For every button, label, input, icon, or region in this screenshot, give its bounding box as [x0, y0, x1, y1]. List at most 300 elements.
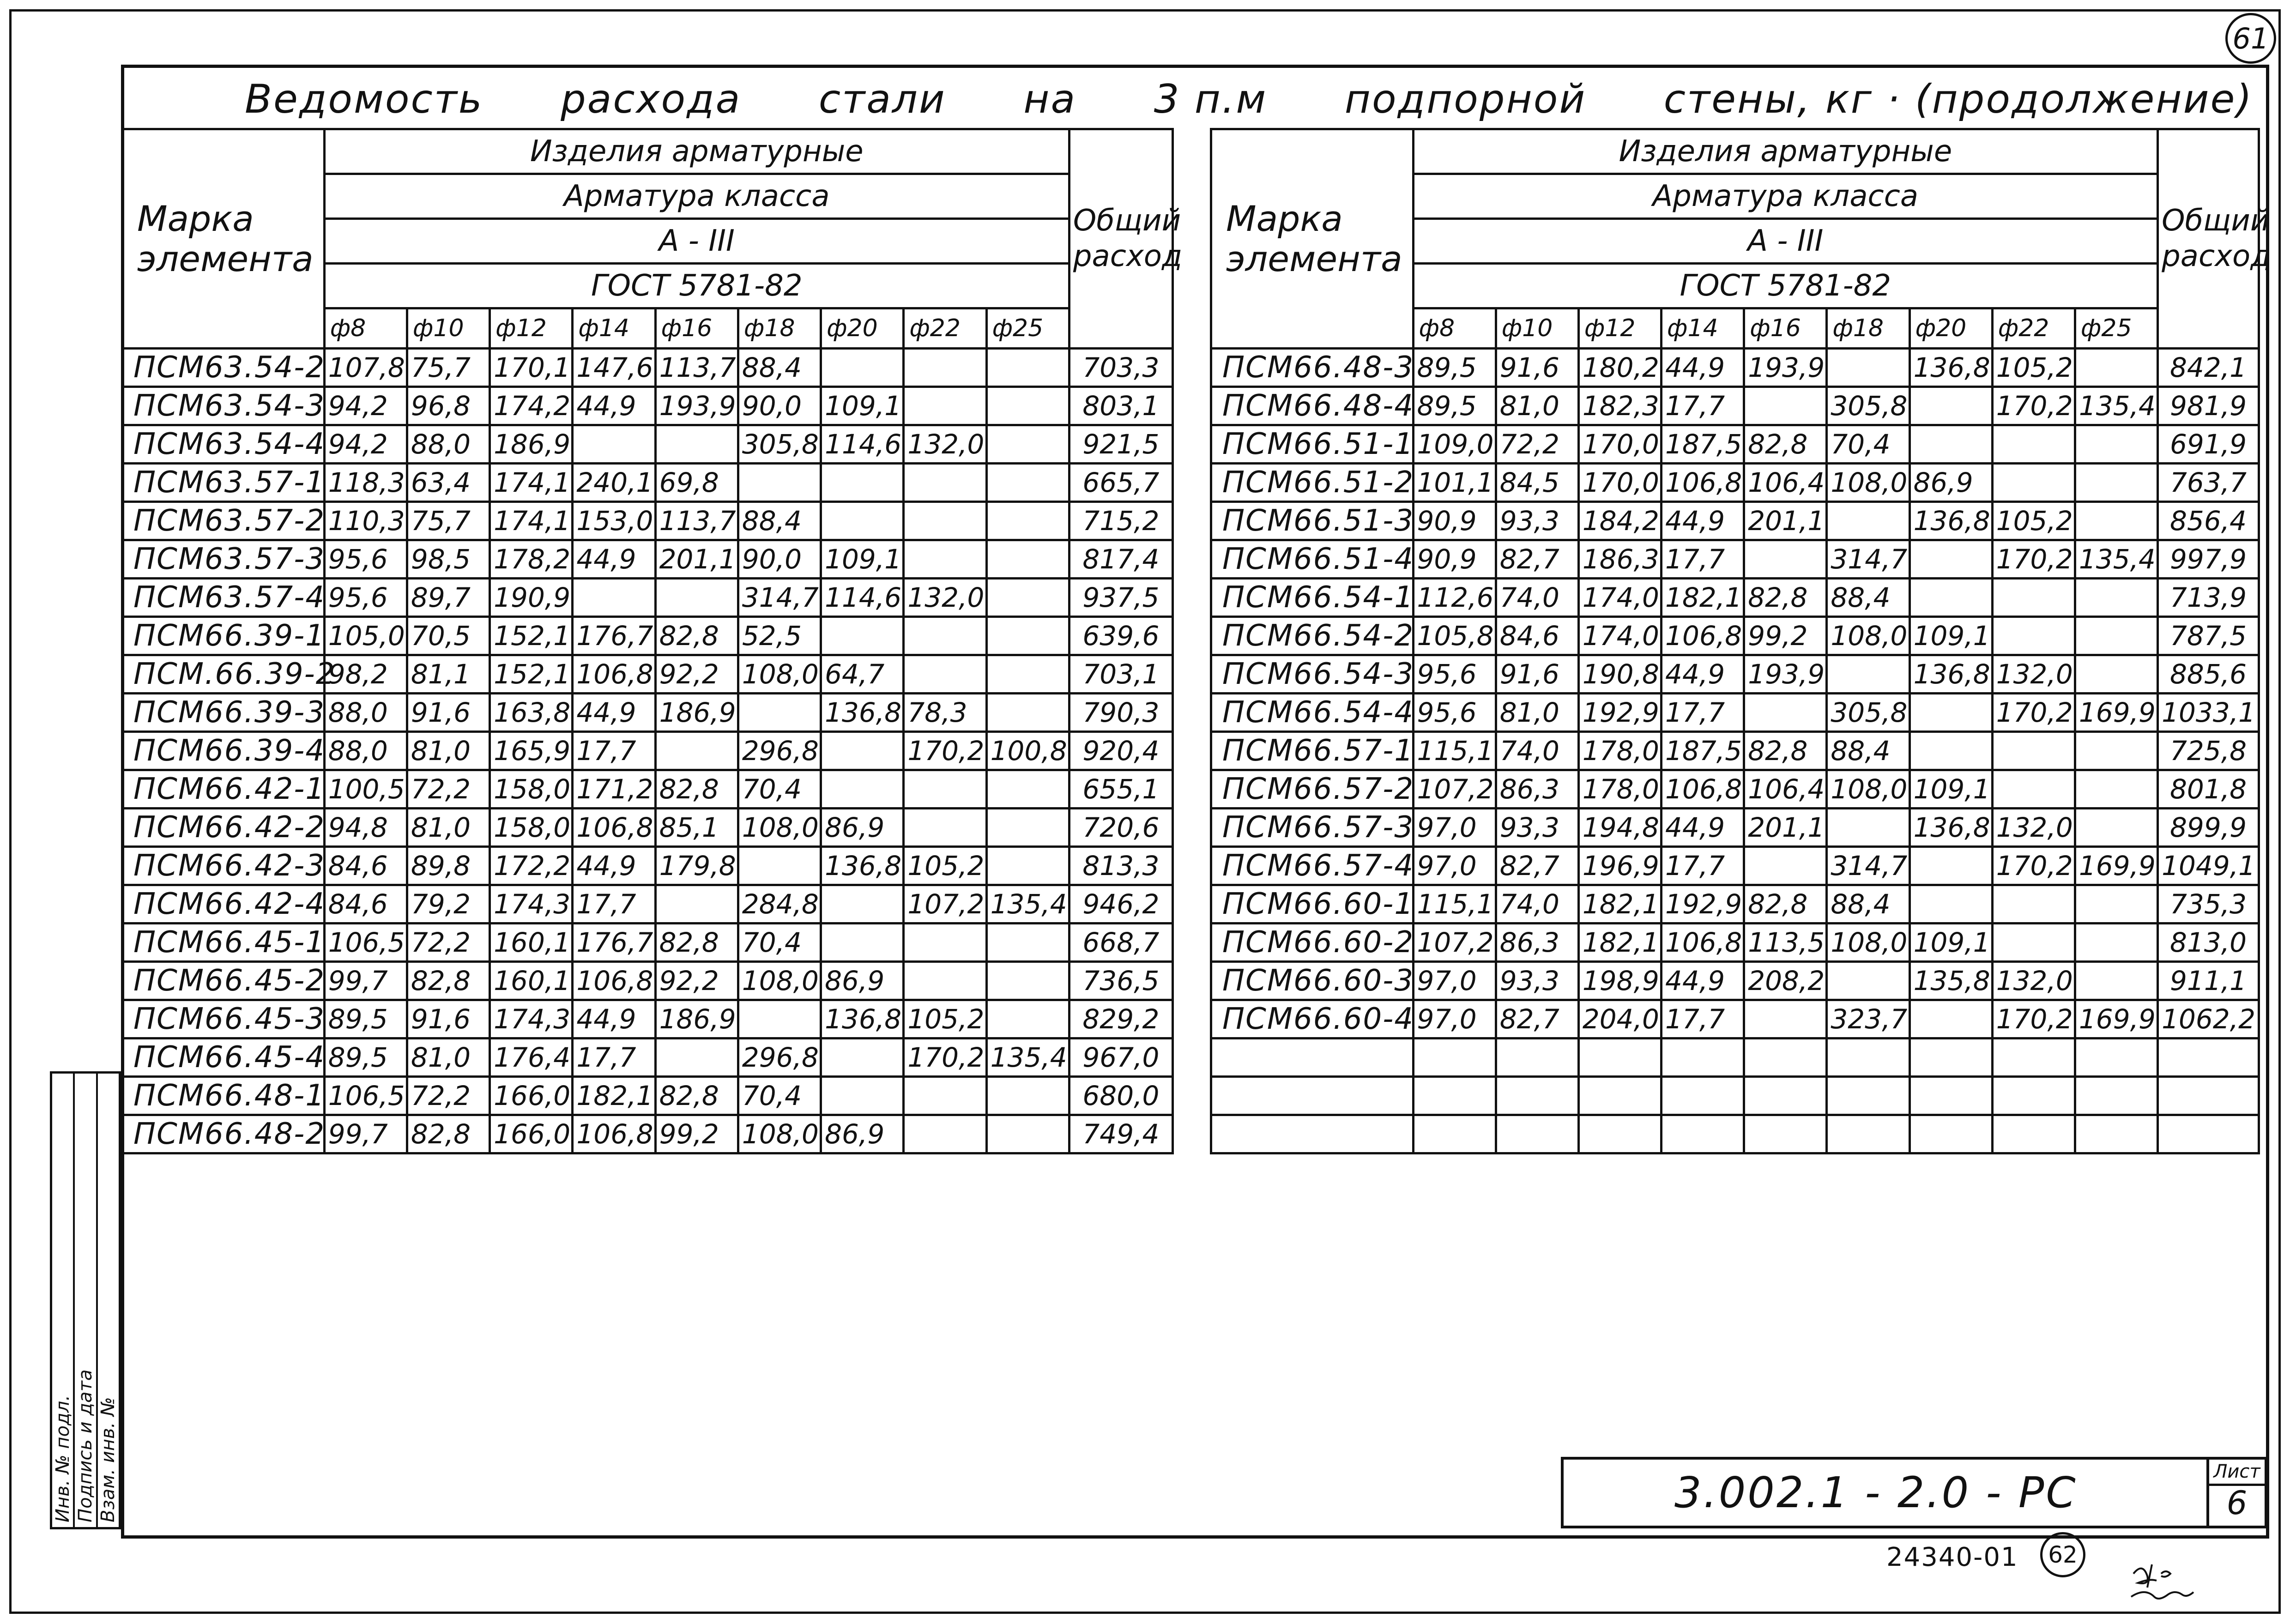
- row-value: 75,7: [407, 502, 489, 540]
- row-total: 725,8: [2158, 732, 2259, 770]
- row-value: [821, 1077, 904, 1115]
- row-total: 801,8: [2158, 770, 2259, 809]
- row-mark: ПСМ63.54-2: [122, 349, 325, 387]
- row-value: 186,9: [655, 694, 738, 732]
- row-value: 17,7: [1662, 1000, 1744, 1038]
- row-value: [1744, 847, 1827, 885]
- row-value: [1992, 579, 2075, 617]
- row-value: 88,4: [738, 502, 821, 540]
- row-mark: ПСМ66.57-3: [1211, 809, 1414, 847]
- row-value: [821, 732, 904, 770]
- row-total: 736,5: [1069, 962, 1172, 1000]
- side-cell-sign: [75, 1074, 97, 1527]
- header-class: А - III: [1413, 219, 2158, 264]
- row-value: 81,0: [407, 732, 489, 770]
- row-mark: ПСМ66.54-2: [1211, 617, 1414, 655]
- row-value: 88,4: [1827, 885, 1909, 924]
- row-value: 136,8: [1909, 655, 1992, 694]
- header-diameter: ф22: [1992, 308, 2075, 349]
- header-diameter: ф18: [738, 308, 821, 349]
- header-diameter: ф25: [986, 308, 1069, 349]
- row-value: 97,0: [1413, 809, 1496, 847]
- row-value: 115,1: [1413, 885, 1496, 924]
- row-value: 93,3: [1496, 962, 1578, 1000]
- row-value: 100,5: [324, 770, 407, 809]
- row-total: 790,3: [1069, 694, 1172, 732]
- row-value: 81,0: [1496, 387, 1578, 425]
- row-value: [904, 540, 986, 579]
- header-total: Общий расход: [1069, 129, 1172, 349]
- row-value: [986, 387, 1069, 425]
- table-row: [122, 924, 1173, 962]
- title-block: [1561, 1457, 2267, 1528]
- table-row: [1211, 847, 2259, 885]
- row-value: 70,4: [738, 770, 821, 809]
- empty-cell: [1578, 1038, 1661, 1077]
- row-value: 72,2: [407, 770, 489, 809]
- row-value: 106,8: [573, 655, 655, 694]
- row-value: 190,9: [490, 579, 573, 617]
- row-value: 113,5: [1744, 924, 1827, 962]
- row-value: 82,8: [1744, 732, 1827, 770]
- row-value: 91,6: [407, 694, 489, 732]
- table-row: [1211, 655, 2259, 694]
- row-value: [738, 847, 821, 885]
- row-total: 817,4: [1069, 540, 1172, 579]
- row-value: 179,8: [655, 847, 738, 885]
- empty-cell: [1992, 1038, 2075, 1077]
- row-value: [986, 770, 1069, 809]
- empty-cell: [1827, 1115, 1909, 1153]
- row-value: 17,7: [573, 732, 655, 770]
- row-total: 680,0: [1069, 1077, 1172, 1115]
- row-total: 665,7: [1069, 464, 1172, 502]
- row-value: 112,6: [1413, 579, 1496, 617]
- row-value: 170,2: [1992, 694, 2075, 732]
- table-row: [122, 387, 1173, 425]
- row-value: 90,0: [738, 387, 821, 425]
- row-value: 166,0: [490, 1077, 573, 1115]
- row-value: 178,0: [1578, 732, 1661, 770]
- row-value: 88,4: [1827, 732, 1909, 770]
- row-value: 158,0: [490, 770, 573, 809]
- row-value: 17,7: [1662, 540, 1744, 579]
- row-value: 70,4: [738, 1077, 821, 1115]
- row-value: 89,5: [324, 1000, 407, 1038]
- row-value: 170,2: [1992, 847, 2075, 885]
- table-row: [122, 809, 1173, 847]
- row-value: [904, 924, 986, 962]
- table-row: [122, 655, 1173, 694]
- row-value: 95,6: [1413, 655, 1496, 694]
- empty-cell: [2158, 1077, 2259, 1115]
- header-gost: ГОСТ 5781-82: [1413, 264, 2158, 308]
- row-value: 296,8: [738, 1038, 821, 1077]
- row-mark: ПСМ66.39-3: [122, 694, 325, 732]
- row-value: 86,9: [821, 962, 904, 1000]
- table-row: [1211, 1000, 2259, 1038]
- row-total: 813,0: [2158, 924, 2259, 962]
- row-value: 147,6: [573, 349, 655, 387]
- row-value: 108,0: [738, 962, 821, 1000]
- row-value: 118,3: [324, 464, 407, 502]
- row-value: 132,0: [1992, 655, 2075, 694]
- row-value: 89,5: [1413, 349, 1496, 387]
- table-row: [122, 1000, 1173, 1038]
- row-value: 187,5: [1662, 425, 1744, 464]
- row-total: 639,6: [1069, 617, 1172, 655]
- row-value: [904, 464, 986, 502]
- empty-cell: [1827, 1038, 1909, 1077]
- empty-cell: [1992, 1077, 2075, 1115]
- row-value: 70,4: [1827, 425, 1909, 464]
- header-diameter: ф18: [1827, 308, 1909, 349]
- row-value: [1909, 579, 1992, 617]
- row-value: 99,7: [324, 1115, 407, 1153]
- row-value: 82,8: [407, 1115, 489, 1153]
- header-diameter: ф22: [904, 308, 986, 349]
- row-value: 108,0: [738, 1115, 821, 1153]
- row-value: 44,9: [573, 1000, 655, 1038]
- row-total: 763,7: [2158, 464, 2259, 502]
- row-value: 101,1: [1413, 464, 1496, 502]
- row-value: [904, 617, 986, 655]
- row-value: [986, 809, 1069, 847]
- row-mark: ПСМ66.42-2: [122, 809, 325, 847]
- table-row: [1211, 617, 2259, 655]
- row-value: [986, 847, 1069, 885]
- row-value: 89,5: [1413, 387, 1496, 425]
- row-value: 89,8: [407, 847, 489, 885]
- row-value: 135,4: [986, 885, 1069, 924]
- row-total: 885,6: [2158, 655, 2259, 694]
- row-value: 44,9: [573, 694, 655, 732]
- row-value: [2075, 617, 2157, 655]
- row-value: 90,0: [738, 540, 821, 579]
- row-value: [573, 579, 655, 617]
- row-value: 182,3: [1578, 387, 1661, 425]
- row-total: 911,1: [2158, 962, 2259, 1000]
- row-value: 17,7: [573, 885, 655, 924]
- row-value: 106,8: [1662, 464, 1744, 502]
- row-value: 187,5: [1662, 732, 1744, 770]
- row-total: 967,0: [1069, 1038, 1172, 1077]
- row-mark: ПСМ66.60-2: [1211, 924, 1414, 962]
- header-gost: ГОСТ 5781-82: [324, 264, 1069, 308]
- row-value: [2075, 579, 2157, 617]
- row-total: 937,5: [1069, 579, 1172, 617]
- row-value: [821, 1038, 904, 1077]
- row-value: 170,0: [1578, 464, 1661, 502]
- row-value: 89,5: [324, 1038, 407, 1077]
- row-value: 44,9: [573, 387, 655, 425]
- row-value: 84,5: [1496, 464, 1578, 502]
- row-mark: ПСМ63.54-3: [122, 387, 325, 425]
- row-value: 115,1: [1413, 732, 1496, 770]
- row-value: [655, 425, 738, 464]
- row-value: 108,0: [738, 809, 821, 847]
- row-value: 186,3: [1578, 540, 1661, 579]
- row-value: [738, 694, 821, 732]
- title-word: на: [1023, 76, 1077, 122]
- row-mark: ПСМ63.57-3: [122, 540, 325, 579]
- row-value: 109,1: [821, 387, 904, 425]
- row-value: 170,2: [904, 1038, 986, 1077]
- row-value: 174,0: [1578, 579, 1661, 617]
- row-mark: ПСМ66.39-1: [122, 617, 325, 655]
- row-value: 74,0: [1496, 732, 1578, 770]
- row-value: 17,7: [1662, 387, 1744, 425]
- row-value: [986, 617, 1069, 655]
- row-value: [2075, 770, 2157, 809]
- row-mark: ПСМ66.51-4: [1211, 540, 1414, 579]
- row-value: 170,2: [1992, 1000, 2075, 1038]
- row-value: [655, 732, 738, 770]
- row-value: [986, 502, 1069, 540]
- row-value: 135,8: [1909, 962, 1992, 1000]
- row-value: 160,1: [490, 924, 573, 962]
- row-value: 169,9: [2075, 847, 2157, 885]
- row-value: 170,2: [1992, 540, 2075, 579]
- row-value: 86,3: [1496, 924, 1578, 962]
- row-value: 106,4: [1744, 464, 1827, 502]
- circled-number: [2040, 1532, 2085, 1577]
- header-diameter: ф8: [1413, 308, 1496, 349]
- row-value: 99,2: [655, 1115, 738, 1153]
- row-value: 74,0: [1496, 885, 1578, 924]
- row-value: 109,0: [1413, 425, 1496, 464]
- table-row: [1211, 809, 2259, 847]
- row-value: 82,8: [655, 770, 738, 809]
- empty-cell: [1744, 1038, 1827, 1077]
- row-value: 84,6: [324, 885, 407, 924]
- row-value: [986, 464, 1069, 502]
- header-mark: Марка элемента: [122, 129, 325, 349]
- row-value: [2075, 809, 2157, 847]
- row-mark: ПСМ66.54-3: [1211, 655, 1414, 694]
- header-diameter: ф12: [490, 308, 573, 349]
- table-row: [1211, 579, 2259, 617]
- header-mark: Марка элемента: [1211, 129, 1414, 349]
- row-value: 94,8: [324, 809, 407, 847]
- row-value: [986, 694, 1069, 732]
- row-value: 100,8: [986, 732, 1069, 770]
- header-diameter: ф25: [2075, 308, 2157, 349]
- row-value: 169,9: [2075, 1000, 2157, 1038]
- row-value: 180,2: [1578, 349, 1661, 387]
- header-total: Общий расход: [2158, 129, 2259, 349]
- row-value: 91,6: [407, 1000, 489, 1038]
- row-value: 70,5: [407, 617, 489, 655]
- table-row: [122, 617, 1173, 655]
- row-value: 136,8: [821, 1000, 904, 1038]
- header-diameter: ф10: [1496, 308, 1578, 349]
- row-value: [904, 502, 986, 540]
- row-value: [1992, 617, 2075, 655]
- row-value: 106,5: [324, 924, 407, 962]
- row-value: 97,0: [1413, 1000, 1496, 1038]
- row-total: 997,9: [2158, 540, 2259, 579]
- row-total: 655,1: [1069, 770, 1172, 809]
- row-value: 132,0: [904, 425, 986, 464]
- row-mark: ПСМ66.42-3: [122, 847, 325, 885]
- row-value: 97,0: [1413, 962, 1496, 1000]
- row-value: 52,5: [738, 617, 821, 655]
- row-value: [1992, 885, 2075, 924]
- sheet-label: Лист: [2209, 1460, 2265, 1486]
- side-cell-replace: [98, 1074, 119, 1527]
- row-value: 106,8: [1662, 617, 1744, 655]
- row-value: 113,7: [655, 349, 738, 387]
- row-total: 703,1: [1069, 655, 1172, 694]
- row-value: 204,0: [1578, 1000, 1661, 1038]
- row-value: 174,3: [490, 1000, 573, 1038]
- row-value: [986, 1115, 1069, 1153]
- row-mark: ПСМ63.57-4: [122, 579, 325, 617]
- table-row: [1211, 502, 2259, 540]
- row-value: 82,8: [655, 924, 738, 962]
- row-total: 691,9: [2158, 425, 2259, 464]
- row-value: 193,9: [655, 387, 738, 425]
- empty-cell: [1909, 1077, 1992, 1115]
- table-row: [122, 962, 1173, 1000]
- header-class: А - III: [324, 219, 1069, 264]
- row-value: 192,9: [1662, 885, 1744, 924]
- row-mark: ПСМ66.39-4: [122, 732, 325, 770]
- row-mark: ПСМ66.57-1: [1211, 732, 1414, 770]
- row-value: 107,2: [1413, 770, 1496, 809]
- row-value: [655, 885, 738, 924]
- row-value: [904, 962, 986, 1000]
- row-total: 920,4: [1069, 732, 1172, 770]
- row-value: [1744, 1000, 1827, 1038]
- row-total: 1049,1: [2158, 847, 2259, 885]
- row-total: 921,5: [1069, 425, 1172, 464]
- row-value: [1909, 694, 1992, 732]
- row-value: 90,9: [1413, 540, 1496, 579]
- table-row: [122, 694, 1173, 732]
- row-value: 106,8: [573, 962, 655, 1000]
- row-mark: ПСМ66.51-3: [1211, 502, 1414, 540]
- empty-cell: [1496, 1115, 1578, 1153]
- sheet-number-top: 61: [2232, 21, 2269, 55]
- header-diameter: ф16: [655, 308, 738, 349]
- row-mark: ПСМ63.57-1: [122, 464, 325, 502]
- row-mark: ПСМ66.42-1: [122, 770, 325, 809]
- header-diameter: ф8: [324, 308, 407, 349]
- row-value: 240,1: [573, 464, 655, 502]
- row-value: 74,0: [1496, 579, 1578, 617]
- row-value: 82,8: [655, 1077, 738, 1115]
- row-value: 194,8: [1578, 809, 1661, 847]
- header-reinforcement-class: Арматура класса: [324, 174, 1069, 219]
- row-value: 176,7: [573, 617, 655, 655]
- row-value: [986, 540, 1069, 579]
- table-row: [122, 847, 1173, 885]
- row-value: 72,2: [1496, 425, 1578, 464]
- row-value: [904, 809, 986, 847]
- row-value: 196,9: [1578, 847, 1661, 885]
- row-value: 98,2: [324, 655, 407, 694]
- table-row: [122, 349, 1173, 387]
- row-value: 97,0: [1413, 847, 1496, 885]
- row-value: [904, 655, 986, 694]
- empty-cell: [2075, 1038, 2157, 1077]
- row-value: 89,7: [407, 579, 489, 617]
- row-total: 813,3: [1069, 847, 1172, 885]
- row-value: 178,0: [1578, 770, 1661, 809]
- row-value: [986, 924, 1069, 962]
- row-value: 86,3: [1496, 770, 1578, 809]
- row-value: 174,1: [490, 464, 573, 502]
- row-value: [986, 349, 1069, 387]
- row-value: [821, 924, 904, 962]
- row-value: 109,1: [821, 540, 904, 579]
- row-value: 105,2: [1992, 349, 2075, 387]
- row-value: [904, 1115, 986, 1153]
- row-value: 85,1: [655, 809, 738, 847]
- row-value: 186,9: [490, 425, 573, 464]
- row-value: 108,0: [1827, 464, 1909, 502]
- header-products: Изделия арматурные: [324, 129, 1069, 174]
- empty-cell: [1413, 1038, 1496, 1077]
- row-value: 44,9: [1662, 809, 1744, 847]
- row-total: 787,5: [2158, 617, 2259, 655]
- row-value: [1744, 694, 1827, 732]
- row-value: 176,7: [573, 924, 655, 962]
- row-value: [1909, 425, 1992, 464]
- row-value: [904, 770, 986, 809]
- row-value: 92,2: [655, 655, 738, 694]
- row-value: 106,8: [573, 809, 655, 847]
- row-value: 201,1: [1744, 502, 1827, 540]
- row-value: 176,4: [490, 1038, 573, 1077]
- table-row: [1211, 694, 2259, 732]
- row-value: 152,1: [490, 617, 573, 655]
- row-value: 44,9: [1662, 349, 1744, 387]
- row-value: 106,8: [1662, 924, 1744, 962]
- row-value: [821, 349, 904, 387]
- row-value: 82,7: [1496, 1000, 1578, 1038]
- row-value: [1909, 847, 1992, 885]
- row-value: 84,6: [324, 847, 407, 885]
- row-value: 69,8: [655, 464, 738, 502]
- empty-cell: [1578, 1077, 1661, 1115]
- row-value: [1992, 464, 2075, 502]
- row-value: 105,2: [904, 1000, 986, 1038]
- row-value: 82,7: [1496, 540, 1578, 579]
- row-value: 153,0: [573, 502, 655, 540]
- row-mark: ПСМ66.48-2: [122, 1115, 325, 1153]
- row-value: 78,3: [904, 694, 986, 732]
- empty-cell: [1211, 1077, 1414, 1115]
- row-value: 190,8: [1578, 655, 1661, 694]
- row-value: 193,9: [1744, 349, 1827, 387]
- row-value: 95,6: [1413, 694, 1496, 732]
- row-value: 172,2: [490, 847, 573, 885]
- row-value: 170,2: [904, 732, 986, 770]
- table-row: [122, 1115, 1173, 1153]
- row-value: [1992, 770, 2075, 809]
- table-row: [1211, 425, 2259, 464]
- row-value: 169,9: [2075, 694, 2157, 732]
- row-value: 193,9: [1744, 655, 1827, 694]
- row-value: 88,4: [738, 349, 821, 387]
- table-row: [122, 1077, 1173, 1115]
- row-value: [1909, 885, 1992, 924]
- table-row: [122, 425, 1173, 464]
- row-value: 106,4: [1744, 770, 1827, 809]
